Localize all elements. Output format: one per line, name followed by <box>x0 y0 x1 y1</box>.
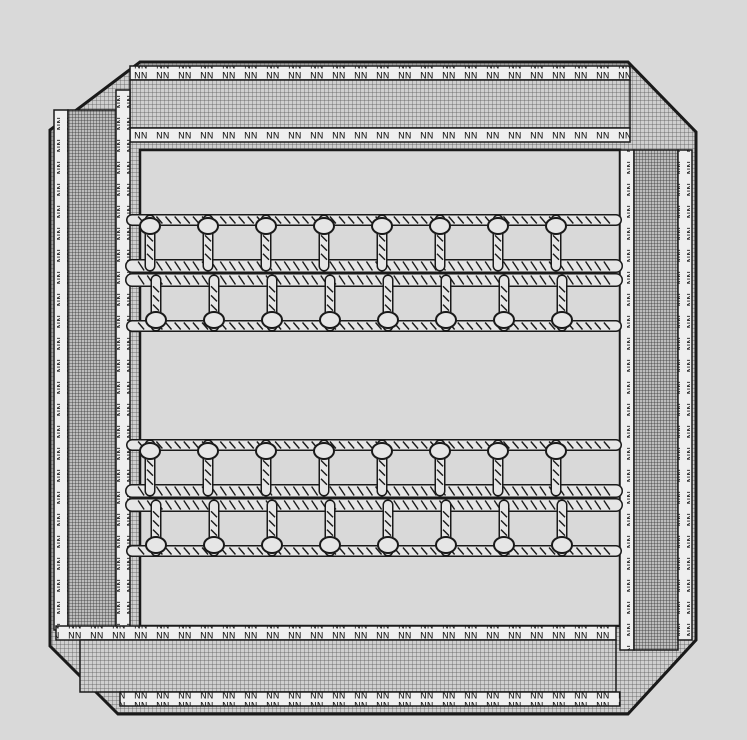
left-tape <box>54 90 130 630</box>
right-tape <box>620 150 692 650</box>
bottom-tape <box>56 626 620 706</box>
top-tape <box>130 66 630 142</box>
tape-frame <box>50 62 696 714</box>
